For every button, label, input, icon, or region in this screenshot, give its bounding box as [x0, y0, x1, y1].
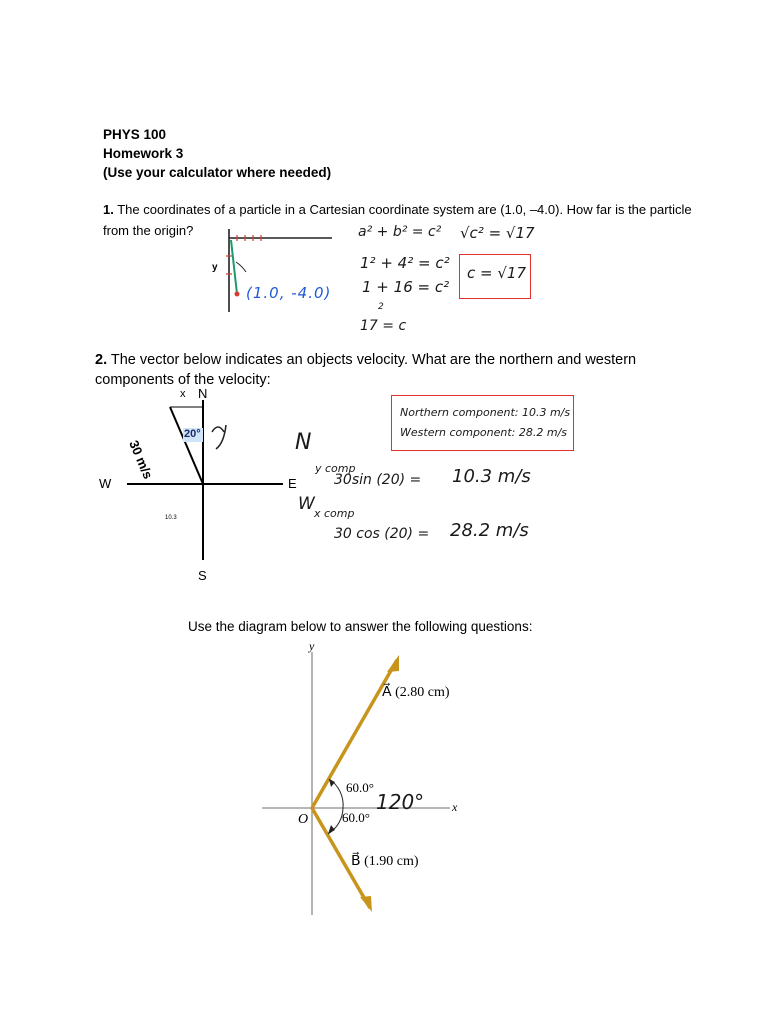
angle-bottom-label: 60.0°: [342, 810, 370, 825]
diagram3-x-label: x: [452, 800, 458, 814]
angle-top-label: 60.0°: [346, 780, 374, 795]
question-1-number: 1.: [103, 202, 114, 217]
q1-sketch-point: [235, 292, 240, 297]
q1-answer: c = √17: [467, 264, 526, 282]
compass-south: S: [198, 568, 207, 583]
vector-a-arrowhead: [387, 655, 399, 672]
course-title: PHYS 100: [103, 127, 167, 142]
q1-work-step-2: 1² + 4² = c²: [360, 254, 450, 272]
q2-y-equation: 30sin (20) =: [334, 472, 422, 488]
compass-north: N: [198, 386, 208, 401]
compass-small-note: 10.3: [165, 515, 177, 521]
q1-sketch-vector: [231, 240, 237, 294]
q1-sketch-angle-mark: [236, 262, 246, 272]
q2-x-comp-label: x comp: [314, 507, 355, 520]
angle-arc-top-arrow: [329, 779, 335, 787]
q1-work-step-4: 2: [378, 302, 384, 312]
q2-x-value: 28.2 m/s: [450, 520, 529, 541]
question-2-text: [95, 350, 715, 370]
q1-sketch-y-label: y: [212, 262, 218, 273]
q2-answer-north: Northern component: 10.3 m/s: [400, 406, 571, 419]
velocity-angle-label: 20°: [184, 428, 201, 440]
velocity-vector: [170, 407, 203, 484]
q1-sketch-point-label: (1.0, -4.0): [246, 284, 332, 302]
calculator-note: (Use your calculator where needed): [103, 165, 332, 180]
vector-b-label: B⃗ (1.90 cm): [351, 854, 419, 869]
compass-x-mark: x: [180, 388, 186, 400]
question-2-number: 2.: [95, 352, 108, 368]
q1-work-step-1: a² + b² = c²: [358, 224, 442, 240]
compass-west: W: [99, 476, 112, 491]
q2-x-equation: 30 cos (20) =: [334, 526, 430, 542]
compass-east: E: [288, 476, 297, 491]
q1-work-step-5: 17 = c: [360, 318, 407, 334]
vector-a-label: A⃗ (2.80 cm): [382, 685, 450, 700]
q2-answer-box: [391, 395, 574, 451]
q2-handwritten-n: N: [295, 430, 312, 455]
q1-work-step-3: 1 + 16 = c²: [362, 278, 450, 296]
question-2-line2: components of the velocity:: [95, 372, 271, 388]
diagram3-y-label: y: [309, 639, 315, 653]
vector-b-arrowhead: [360, 896, 372, 912]
q2-y-value: 10.3 m/s: [452, 466, 531, 487]
diagram3-instruction: Use the diagram below to answer the following questions:: [188, 619, 533, 634]
handwritten-angle: 120°: [376, 790, 425, 814]
q1-sqrt-step: √c² = √17: [460, 224, 535, 242]
q2-handwritten-w: W: [298, 494, 315, 514]
velocity-speed-label: 30 m/s: [126, 438, 156, 482]
question-1-line1: The coordinates of a particle in a Cartesian coordinate system are (1.0, –4.0). How far is the particle: [113, 202, 692, 217]
diagram3-origin-label: O: [298, 812, 309, 827]
handwritten-y-mark: [212, 425, 226, 449]
question-2-line1: The vector below indicates an objects velocity. What are the northern and western: [107, 352, 637, 368]
q2-answer-west: Western component: 28.2 m/s: [400, 426, 568, 439]
assignment-title: Homework 3: [103, 146, 184, 161]
question-1-line2: from the origin?: [103, 223, 194, 238]
angle-arc-bottom-arrow: [328, 825, 335, 834]
q2-y-comp-label: y comp: [315, 462, 356, 475]
